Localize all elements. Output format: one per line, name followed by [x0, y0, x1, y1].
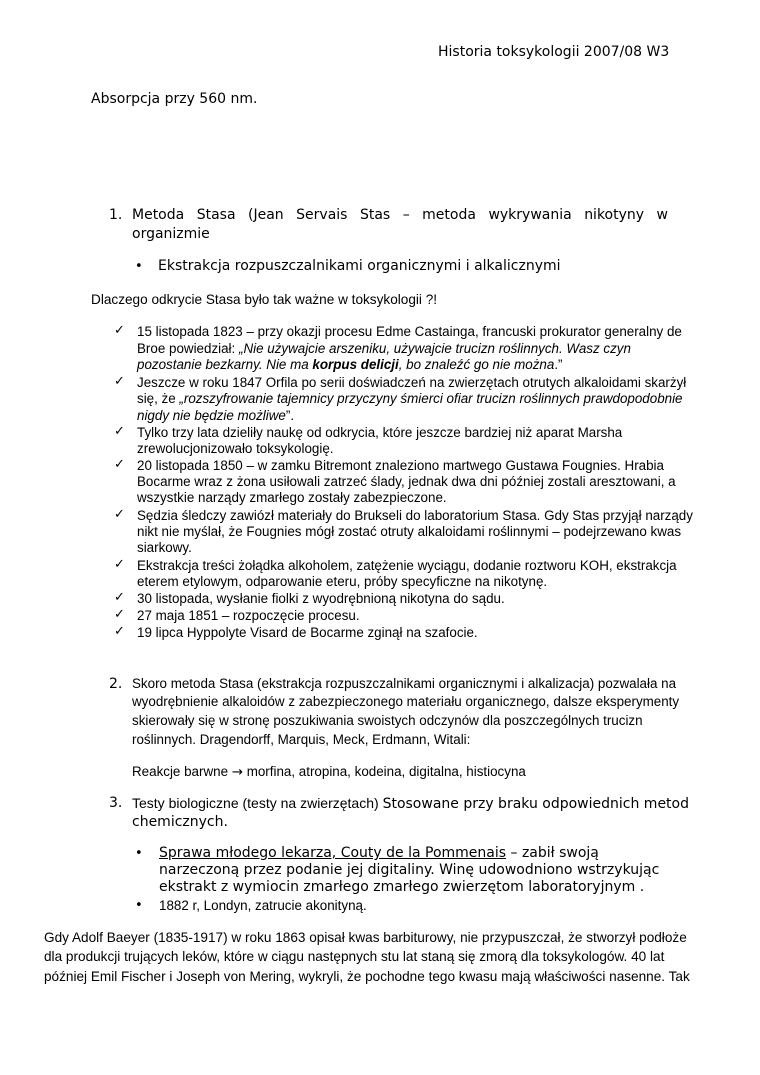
word: Stas: [359, 207, 391, 223]
word: Stasa: [196, 207, 236, 223]
check-icon: ✓: [114, 507, 125, 522]
bold-term: korpus delicji: [312, 357, 399, 372]
case-title-link: Sprawa młodego lekarza, Couty de la Pommenais: [159, 845, 507, 861]
section-3-line-1: [132, 795, 689, 813]
check-icon: ✓: [114, 624, 125, 639]
text: Reakcje barwne: [132, 764, 232, 779]
absorption-line: Absorpcja przy 560 nm.: [91, 91, 258, 107]
check-icon: ✓: [114, 457, 125, 472]
check-item-9: 19 lipca Hyppolyte Visard de Bocarme zginął na szafocie.: [137, 625, 478, 640]
word: –: [402, 207, 410, 223]
closing-line-1: Gdy Adolf Baeyer (1835-1917) w roku 1863 opisał kwas barbiturowy, nie przypuszczał, że stworzył podłoże: [44, 930, 687, 945]
check-icon: ✓: [114, 323, 125, 338]
section-3-line-2: chemicznych.: [132, 814, 228, 830]
check-item-6-line-1: Ekstrakcja treści żołądka alkoholem, zatężenie wyciągu, dodanie roztworu KOH, ekstrakcja: [137, 558, 677, 573]
check-item-2-line-2: [137, 391, 683, 406]
check-item-2-line-3: [137, 408, 294, 423]
document-header: Historia toksykologii 2007/08 W3: [438, 44, 670, 60]
check-item-6-line-2: eterem etylowym, odparowanie eteru, próby specyficzne na nikotynę.: [137, 574, 548, 589]
section-3-bullet-1-line-3: ekstrakt z wymiocin zmarłego zmarłego zwierzętom laboratoryjnym .: [159, 879, 645, 895]
section-1-title-line-2: organizmie: [132, 226, 210, 242]
section-3-bullet-1-line-2: narzeczoną przez podanie jej digitaliny. Winę udowodniono wstrzykując: [159, 862, 660, 878]
word: nikotyny: [584, 207, 645, 223]
word: (Jean: [248, 207, 284, 223]
word: wykrywania: [488, 207, 572, 223]
word: w: [656, 207, 668, 223]
check-item-5-line-1: Sędzia śledczy zawiózł materiały do Brukseli do laboratorium Stasa. Gdy Stas przyjął narządy: [137, 508, 693, 523]
closing-line-3: później Emil Fischer i Joseph von Mering, wykryli, że pochodne tego kwasu mają właściwości nasenne. Tak: [44, 969, 690, 984]
word: Servais: [296, 207, 348, 223]
check-icon: ✓: [114, 607, 125, 622]
check-item-5-line-2: nikt nie myślał, że Fougnies mógł zostać otruty alkaloidami roślinnymi – podejrzewano kwas: [137, 524, 682, 539]
section-2-line-3: skierowały się w stronę poszukiwania swoistych odczynów dla poszczególnych trucizn: [132, 713, 643, 728]
section-1-bullet: Ekstrakcja rozpuszczalnikami organicznymi i alkalicznymi: [158, 258, 561, 274]
arrow-right-icon: →: [231, 765, 243, 780]
text: morfina, atropina, kodeina, digitalna, histiocyna: [242, 764, 526, 779]
check-item-3-line-2: zrewolucjonizowało toksykologię.: [137, 441, 334, 456]
bullet-icon: •: [135, 898, 143, 913]
word: Metoda: [132, 207, 185, 223]
check-item-1-line-2: [137, 341, 631, 356]
text: ”.: [285, 408, 295, 423]
check-item-4-line-3: wszystkie narządy zmarłego zostały zabezpieczone.: [137, 490, 447, 505]
check-item-3-line-1: Tylko trzy lata dzieliły naukę od odkrycia, które jeszcze bardziej niż aparat Marsha: [137, 425, 623, 440]
check-item-8: 27 maja 1851 – rozpoczęcie procesu.: [137, 608, 360, 623]
quote-text: pozostanie bezkarny. Nie ma: [137, 357, 313, 372]
check-item-7: 30 listopada, wysłanie fiolki z wyodrębnioną nikotyna do sądu.: [137, 591, 505, 606]
text: – zabił swoją: [506, 845, 599, 861]
question-heading: Dlaczego odkrycie Stasa było tak ważne w toksykologii ?!: [91, 292, 438, 307]
check-item-2-line-1: Jeszcze w roku 1847 Orfila po serii doświadczeń na zwierzętach otrutych alkaloidami skarżył: [137, 375, 687, 390]
section-1-number: 1.: [109, 207, 123, 223]
section-3-bullet-2: 1882 r, Londyn, zatrucie akonityną.: [159, 898, 367, 913]
text: Broe powiedział:: [137, 341, 239, 356]
section-2-number: 2.: [109, 676, 123, 692]
color-reactions-line: [132, 764, 526, 780]
closing-line-2: dla produkcji trujących leków, które w ciągu następnych stu lat staną się zmorą dla toksykologów. 40 lat: [44, 949, 665, 964]
section-3-number: 3.: [109, 795, 123, 811]
bullet-icon: •: [135, 846, 143, 861]
text: .”: [554, 357, 563, 372]
check-item-1-line-3: [137, 357, 563, 372]
section-1-title-line: [132, 207, 668, 223]
quote-text: nigdy nie będzie możliwe: [137, 408, 286, 423]
check-item-1-line-1: 15 listopada 1823 – przy okazji procesu Edme Castainga, francuski prokurator generalny de: [137, 324, 682, 339]
bullet-icon: •: [135, 259, 143, 274]
text: Stosowane przy braku odpowiednich metod: [382, 796, 689, 812]
text: Testy biologiczne (testy na zwierzętach): [132, 795, 383, 811]
section-3-bullet-1-line-1: [159, 845, 599, 861]
check-icon: ✓: [114, 424, 125, 439]
quote-text: „Nie używajcie arszeniku, używajcie trucizn roślinnych. Wasz czyn: [238, 341, 631, 356]
quote-text: , bo znaleźć go nie można: [398, 357, 555, 372]
check-icon: ✓: [114, 590, 125, 605]
check-item-4-line-2: Bocarme wraz z żona usiłowali zatrzeć ślady, jednak dwa dni później zostali aresztowani, a: [137, 474, 676, 489]
check-icon: ✓: [114, 374, 125, 389]
quote-text: „rozszyfrowanie tajemnicy przyczyny śmierci ofiar trucizn roślinnych prawdopodobnie: [179, 391, 683, 406]
word: metoda: [422, 207, 476, 223]
text: się, że: [137, 391, 180, 406]
check-icon: ✓: [114, 557, 125, 572]
check-item-5-line-3: siarkowy.: [137, 540, 192, 555]
check-item-4-line-1: 20 listopada 1850 – w zamku Bitremont znaleziono martwego Gustawa Fougnies. Hrabia: [137, 458, 664, 473]
section-2-line-1: Skoro metoda Stasa (ekstrakcja rozpuszczalnikami organicznymi i alkalizacja) pozwalała na: [132, 676, 677, 691]
section-2-line-2: wyodrębnienie alkaloidów z zabezpieczonego materiału organicznego, dalsze eksperymenty: [132, 694, 680, 709]
section-2-line-4: roślinnych. Dragendorff, Marquis, Meck, Erdmann, Witali:: [132, 732, 471, 747]
